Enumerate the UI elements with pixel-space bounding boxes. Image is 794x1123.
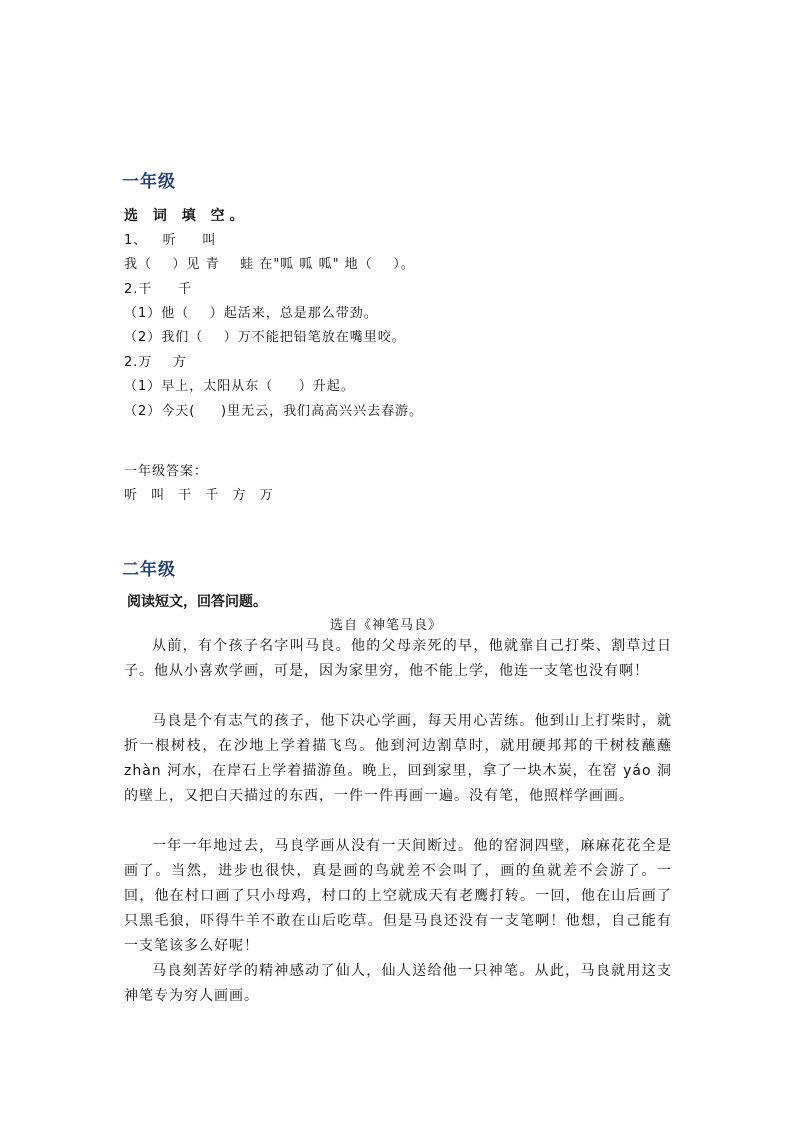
passage-paragraph-2: 马良是个有志气的孩子，他下决心学画，每天用心苦练。他到山上打柴时，就折一根树枝，在沙地上学着描飞鸟。他到河边割草时，就用硬邦邦的干树枝蘸蘸 zhàn 河水，在岸石上学着描游鱼。晚上，回到家里，拿了一块木炭，在窑 yáo 洞的壁上，又把白天描过的东西，一件一件再画一遍。没有笔，他照样学画画。 [124,713,672,804]
passage-paragraph-4: 马良刻苦好学的精神感动了仙人，仙人送给他一只神笔。从此，马良就用这支神笔专为穷人画画。 [124,963,672,1004]
q2-sentence-1: （1）他（ ）起活来，总是那么带劲。 [124,306,378,321]
q1-sentence: 我（ ）见 青 蛙 在"呱 呱 呱" 地（ ）。 [124,257,415,272]
q3-sentence-1: （1）早上，太阳从东（ ）升起。 [124,379,355,394]
q3-word-options: 2.万 方 [124,355,187,370]
grade1-answer-label: 一年级答案： [124,464,209,479]
passage-paragraph-3: 一年一年地过去，马良学画从没有一天间断过。他的窑洞四壁，麻麻花花全是画了。当然，进步也很快，真是画的鸟就差不会叫了，画的鱼就差不会游了。一回，他在村口画了只小母鸡，村口的上空就成天有老鹰打转。一回，他在山后画了只黑毛狼，吓得牛羊不敢在山后吃草。但是马良还没有一支笔啊！他想，自己能有一支笔该多么好呢！ [124,838,672,954]
grade2-title: 二年级 [122,560,176,580]
passage-title: 选自《神笔马良》 [330,618,443,633]
passage-paragraph-1: 从前，有个孩子名字叫马良。他的父母亲死的早，他就靠自己打柴、割草过日子。他从小喜欢学画，可是，因为家里穷，他不能上学，他连一支笔也没有啊！ [124,638,672,679]
q2-word-options: 2.干 千 [124,282,193,297]
q3-sentence-2: （2）今天( )里无云，我们高高兴兴去春游。 [124,404,424,419]
grade1-title: 一年级 [122,172,176,192]
grade1-instruction: 选 词 填 空。 [124,208,249,224]
grade2-instruction: 阅读短文，回答问题。 [127,594,267,610]
q1-word-options: 1、 听 叫 [124,233,217,248]
q2-sentence-2: （2）我们（ ）万不能把铅笔放在嘴里咬。 [124,330,406,345]
grade1-answers: 听 叫 干 千 方 万 [124,488,278,503]
